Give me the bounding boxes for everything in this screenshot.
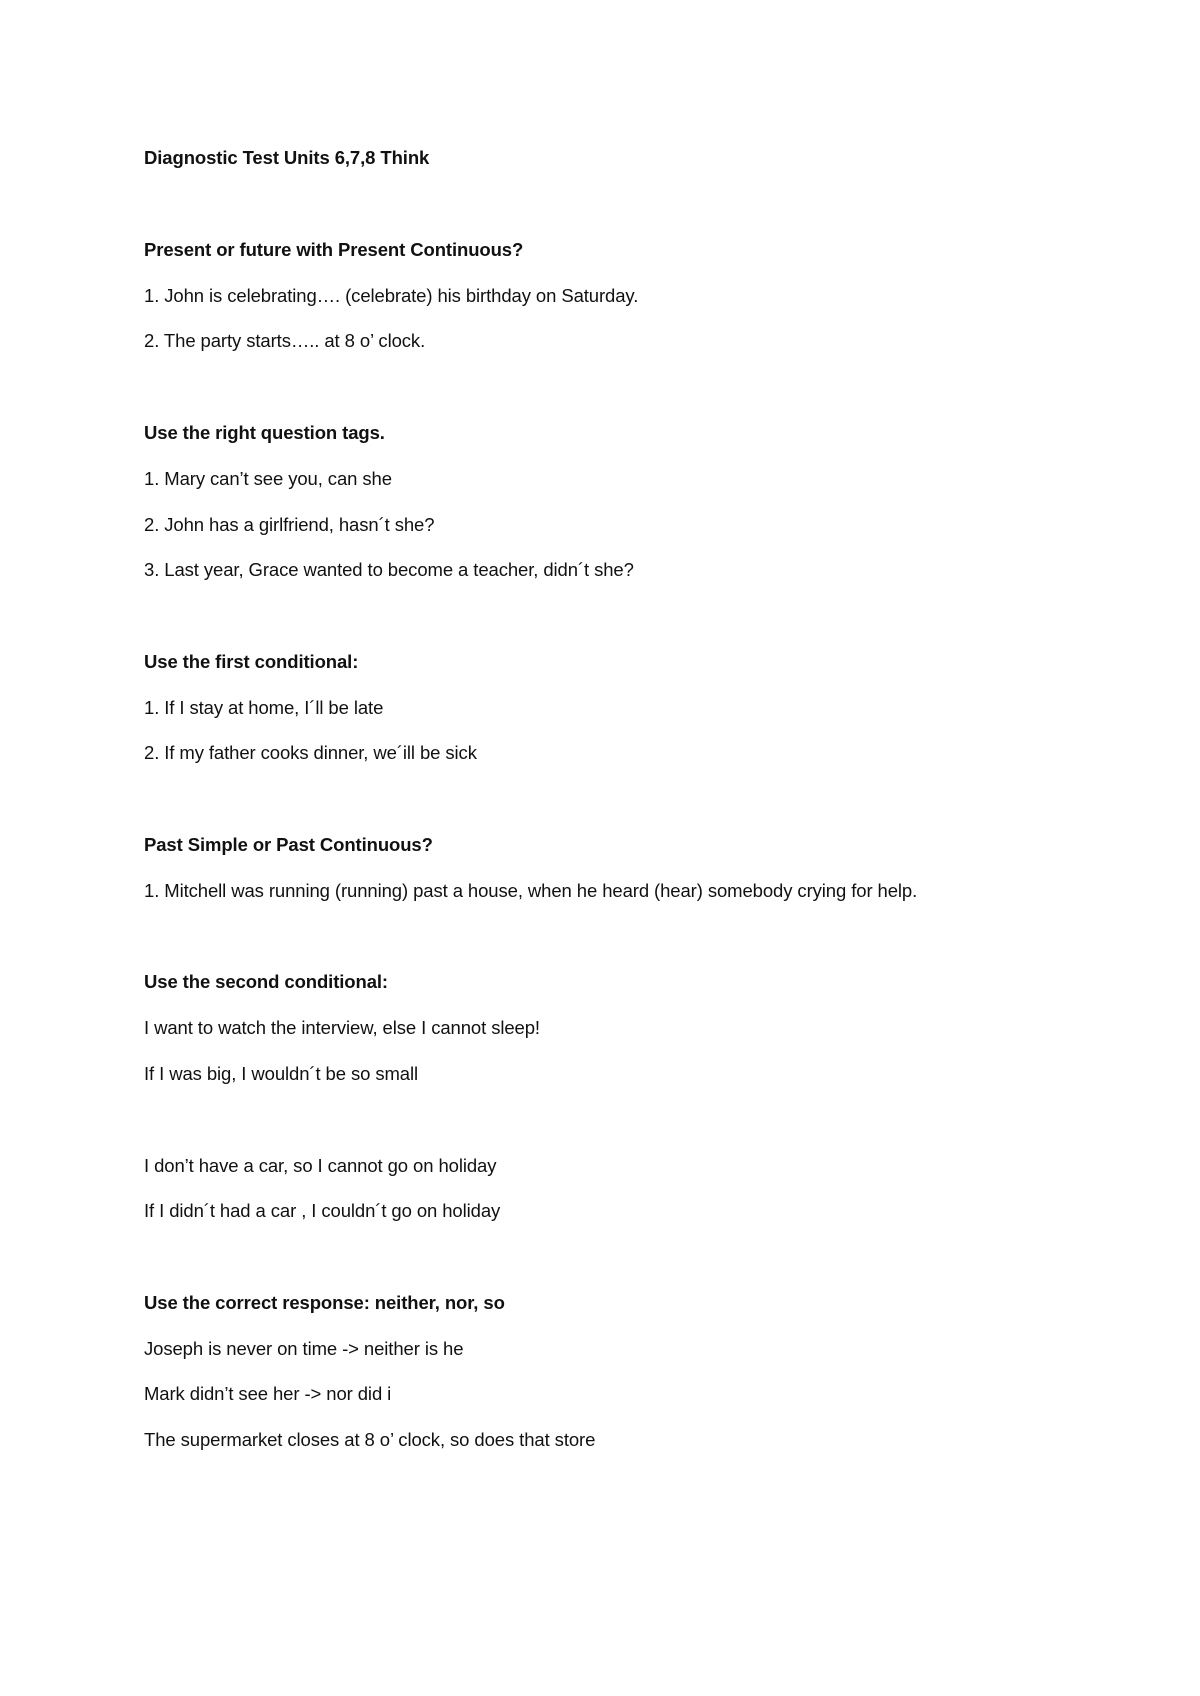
section-heading: Past Simple or Past Continuous? [144, 834, 433, 855]
exercise-line: Joseph is never on time -> neither is he [144, 1338, 464, 1359]
section-heading: Use the correct response: neither, nor, so [144, 1292, 505, 1313]
exercise-line: 1. John is celebrating…. (celebrate) his birthday on Saturday. [144, 285, 639, 306]
document-title: Diagnostic Test Units 6,7,8 Think [144, 147, 430, 168]
exercise-line: 2. John has a girlfriend, hasn´t she? [144, 514, 435, 535]
exercise-line: I want to watch the interview, else I cannot sleep! [144, 1017, 540, 1038]
exercise-line: If I didn´t had a car , I couldn´t go on holiday [144, 1200, 501, 1221]
exercise-line: If I was big, I wouldn´t be so small [144, 1063, 419, 1084]
exercise-line: 3. Last year, Grace wanted to become a teacher, didn´t she? [144, 559, 634, 580]
exercise-line: 1. If I stay at home, I´ll be late [144, 697, 384, 718]
exercise-line: The supermarket closes at 8 o’ clock, so does that store [144, 1429, 596, 1450]
exercise-line: 2. If my father cooks dinner, we´ill be sick [144, 742, 477, 763]
exercise-line: 2. The party starts….. at 8 o’ clock. [144, 330, 426, 351]
section-heading: Use the right question tags. [144, 422, 385, 443]
section-heading: Use the second conditional: [144, 971, 388, 992]
section-heading: Use the first conditional: [144, 651, 359, 672]
exercise-line: I don’t have a car, so I cannot go on holiday [144, 1155, 497, 1176]
exercise-line: 1. Mitchell was running (running) past a house, when he heard (hear) somebody crying for help. [144, 880, 918, 901]
section-heading: Present or future with Present Continuous? [144, 239, 524, 260]
exercise-line: 1. Mary can’t see you, can she [144, 468, 392, 489]
exercise-line: Mark didn’t see her -> nor did i [144, 1383, 392, 1404]
